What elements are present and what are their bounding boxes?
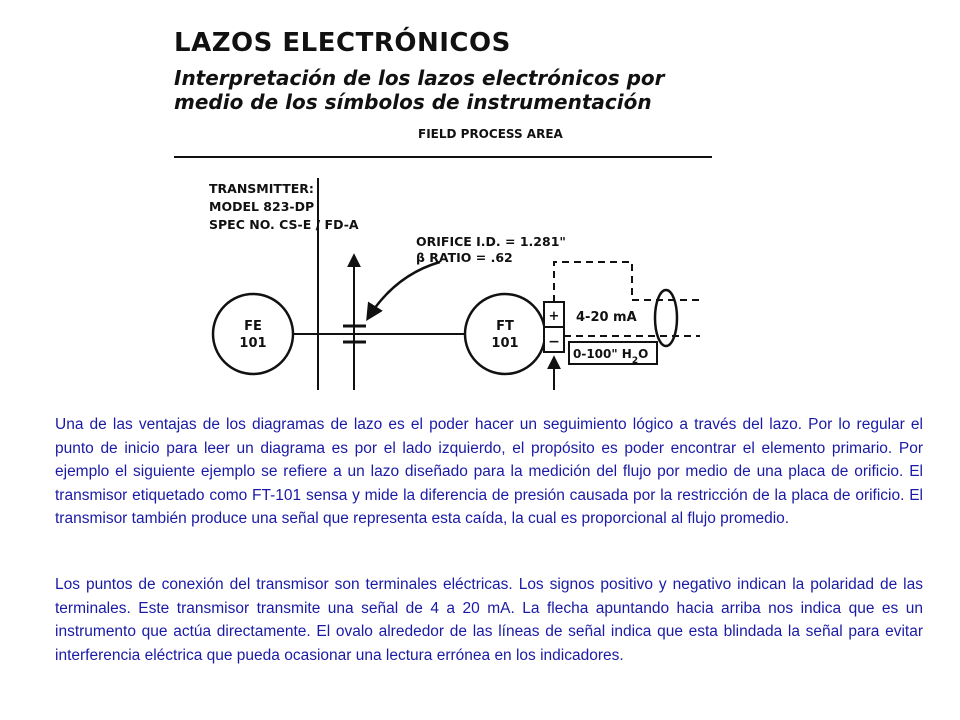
field-process-area-label: FIELD PROCESS AREA	[418, 127, 563, 141]
terminal-minus: −	[548, 334, 560, 350]
shield-oval	[655, 290, 677, 346]
ft-tag: FT	[496, 319, 514, 334]
transmitter-heading: TRANSMITTER:	[209, 181, 314, 196]
signal-loop-dashed	[554, 262, 700, 302]
ft-number: 101	[491, 336, 519, 351]
orifice-id: ORIFICE I.D. = 1.281"	[416, 234, 566, 249]
fe-tag: FE	[244, 319, 262, 334]
orifice-beta-ratio: β RATIO = .62	[416, 250, 513, 265]
signal-label: 4-20 mA	[576, 310, 637, 325]
range-suffix: O	[638, 347, 649, 361]
range-subscript: 2	[631, 356, 639, 366]
transmitter-spec-no: SPEC NO. CS-E / FD-A	[209, 217, 359, 232]
fe-number: 101	[239, 336, 267, 351]
body-paragraph-1: Una de las ventajas de los diagramas de lazo es el poder hacer un seguimiento lógico a través del lazo. Por lo regular el punto de inicio para leer un diagrama es por el lado izquierdo, el propósito es poder encontrar el elemento primario. Por ejemplo el siguiente ejemplo se refiere a un lazo diseñado para la medición del flujo por medio de una placa de orificio. El transmisor etiquetado como FT-101 sensa y mide la diferencia de presión causada por la restricción de la placa de orificio. El transmisor también produce una señal que representa esta caída, la cual es proporcional al flujo promedio.	[55, 416, 923, 527]
orifice-callout-arrow	[368, 262, 440, 318]
range-value: 0-100" H	[573, 347, 632, 361]
body-paragraph-2: Los puntos de conexión del transmisor son terminales eléctricas. Los signos positivo y negativo indican la polaridad de las terminales. Este transmisor transmite una señal de 4 a 20 mA. La flecha apuntando hacia arriba nos indica que es un instrumento que actúa directamente. El ovalo alrededor de las líneas de señal indica que esta blindada la señal para evitar interferencia eléctrica que pueda ocasionar una lectura errónea en los indicadores.	[55, 576, 923, 664]
page-title: LAZOS ELECTRÓNICOS	[174, 28, 511, 58]
ft-101-bubble	[465, 294, 545, 374]
terminal-plus: +	[548, 309, 560, 324]
fe-101-bubble	[213, 294, 293, 374]
transmitter-model: MODEL 823-DP	[209, 199, 315, 214]
page-subtitle: Interpretación de los lazos electrónicos por medio de los símbolos de instrumentación	[174, 66, 665, 114]
